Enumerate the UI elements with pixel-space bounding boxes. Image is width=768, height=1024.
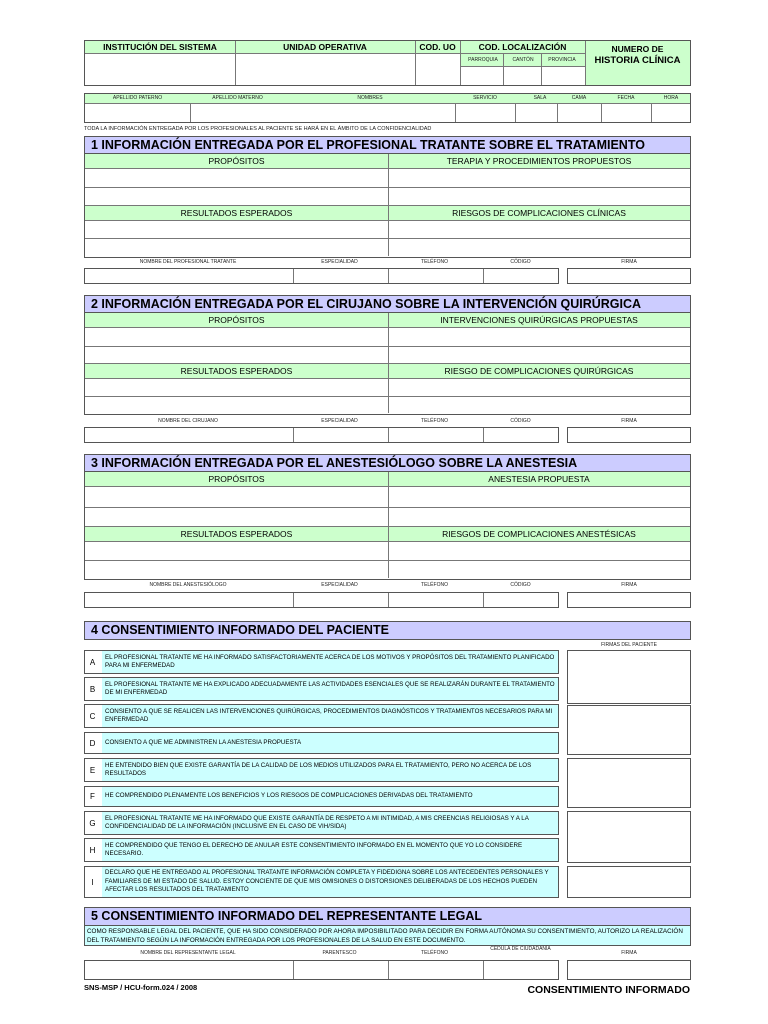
section2-body — [84, 313, 691, 415]
patient-signature-box-2[interactable] — [567, 705, 691, 755]
consent-item-h — [84, 838, 559, 862]
section1-terapia: TERAPIA Y PROCEDIMIENTOS PROPUESTOS — [388, 154, 690, 169]
patient-row — [84, 93, 691, 123]
section2-resultados: RESULTADOS ESPERADOS — [85, 363, 388, 379]
section1-resultados: RESULTADOS ESPERADOS — [85, 205, 388, 221]
label-servicio: SERVICIO — [473, 95, 497, 101]
label-apellido-paterno: APELLIDO PATERNO — [112, 95, 163, 101]
section1-body — [84, 154, 691, 258]
header-cod-localizacion: COD. LOCALIZACIÓN — [478, 42, 567, 52]
consent-letter-f: F — [85, 787, 101, 806]
section5-sig-firma-label: FIRMA — [621, 950, 637, 956]
section1-propositos: PROPÓSITOS — [85, 154, 388, 169]
header-institucion: INSTITUCIÓN DEL SISTEMA — [103, 42, 217, 52]
patient-signature-box-1[interactable] — [567, 650, 691, 704]
document-title: CONSENTIMIENTO INFORMADO — [527, 984, 690, 996]
consent-text-d: CONSIENTO A QUE ME ADMINISTREN LA ANESTESIA PROPUESTA — [102, 733, 558, 753]
consent-text-e: HE ENTENDIDO BIEN QUE EXISTE GARANTÍA DE LA CALIDAD DE LOS MEDIOS UTILIZADOS PARA EL TRATAMIENTO, PERO NO ACERCA DE LOS RESULTADOS — [102, 759, 558, 781]
section2-sig-firma-label: FIRMA — [621, 418, 637, 424]
consent-letter-i: I — [85, 867, 101, 897]
section5-title: 5 CONSENTIMIENTO INFORMADO DEL REPRESENTANTE LEGAL — [84, 907, 691, 926]
section2-intervenciones: INTERVENCIONES QUIRÚRGICAS PROPUESTAS — [388, 313, 690, 328]
section5-sig-fields[interactable] — [84, 960, 559, 980]
section1-sig-fields[interactable] — [84, 268, 559, 284]
section2-title: 2 INFORMACIÓN ENTREGADA POR EL CIRUJANO SOBRE LA INTERVENCIÓN QUIRÚRGICA — [84, 295, 691, 313]
section3-body — [84, 472, 691, 580]
form-code: SNS-MSP / HCU-form.024 / 2008 — [84, 983, 198, 992]
section2-sig-cod-label: CÓDIGO — [510, 418, 531, 424]
patient-signature-box-3[interactable] — [567, 758, 691, 808]
section3-sig-tel-label: TELÉFONO — [421, 582, 448, 588]
header-provincia: PROVINCIA — [548, 57, 576, 63]
consent-text-b: EL PROFESIONAL TRATANTE ME HA EXPLICADO ADECUADAMENTE LAS ACTIVIDADES ESENCIALES QUE SE REALIZARÁN DURANTE EL TRATAMIENTO DE MI ENFERMEDAD — [102, 678, 558, 700]
label-fecha: FECHA — [617, 95, 635, 101]
section2-sig-esp-label: ESPECIALIDAD — [321, 418, 358, 424]
header-block — [84, 40, 691, 86]
section3-firma-field[interactable] — [567, 592, 691, 608]
consent-letter-c: C — [85, 705, 101, 727]
section3-riesgos: RIESGOS DE COMPLICACIONES ANESTÉSICAS — [388, 526, 690, 542]
section3-anestesia: ANESTESIA PROPUESTA — [388, 472, 690, 487]
consent-letter-g: G — [85, 812, 101, 834]
section1-sig-esp-label: ESPECIALIDAD — [321, 259, 358, 265]
consent-item-g — [84, 811, 559, 835]
section5-firma-field[interactable] — [567, 960, 691, 980]
section2-propositos: PROPÓSITOS — [85, 313, 388, 328]
section1-sig-firma-label: FIRMA — [621, 259, 637, 265]
consent-item-b — [84, 677, 559, 701]
section5-sig-name-label: NOMBRE DEL REPRESENTANTE LEGAL — [140, 950, 236, 956]
consent-item-c — [84, 704, 559, 728]
patient-signature-box-5[interactable] — [567, 866, 691, 898]
section1-sig-cod-label: CÓDIGO — [510, 259, 531, 265]
header-numero-de: NUMERO DE — [611, 44, 664, 54]
section3-sig-firma-label: FIRMA — [621, 582, 637, 588]
section4-title: 4 CONSENTIMIENTO INFORMADO DEL PACIENTE — [84, 621, 691, 640]
section2-firma-field[interactable] — [567, 427, 691, 443]
label-cama: CAMA — [571, 95, 587, 101]
section5-text: COMO RESPONSABLE LEGAL DEL PACIENTE, QUE HA SIDO CONSIDERADO POR AHORA IMPOSIBILITADO PARA DECIDIR EN FORMA AUTÓNOMA SU CONSENTIMIENTO, AUTORIZO LA REALIZACIÓN DEL TRATAMIENTO SEGÚN LA INFORMACIÓN ENTREGADA POR LOS PROFESIONALES DE LA SALUD EN ESTE DOCUMENTO. — [84, 926, 691, 946]
section1-sig-tel-label: TELÉFONO — [421, 259, 448, 265]
label-nombres: NOMBRES — [357, 95, 383, 101]
section5-sig-parentesco-label: PARENTESCO — [322, 950, 357, 956]
section2-riesgo: RIESGO DE COMPLICACIONES QUIRÚRGICAS — [388, 363, 690, 379]
section5-sig-tel-label: TELÉFONO — [421, 950, 448, 956]
section1-riesgos: RIESGOS DE COMPLICACIONES CLÍNICAS — [388, 205, 690, 221]
section3-title: 3 INFORMACIÓN ENTREGADA POR EL ANESTESIÓLOGO SOBRE LA ANESTESIA — [84, 454, 691, 472]
confidentiality-note: TODA LA INFORMACIÓN ENTREGADA POR LOS PROFESIONALES AL PACIENTE SE HARÁ EN EL ÁMBITO DE LA CONFIDENCIALIDAD — [84, 126, 432, 132]
section1-title: 1 INFORMACIÓN ENTREGADA POR EL PROFESIONAL TRATANTE SOBRE EL TRATAMIENTO — [84, 136, 691, 154]
consent-letter-h: H — [85, 839, 101, 861]
consent-item-e — [84, 758, 559, 782]
consent-item-f — [84, 786, 559, 807]
section2-sig-tel-label: TELÉFONO — [421, 418, 448, 424]
section2-sig-fields[interactable] — [84, 427, 559, 443]
consent-text-f: HE COMPRENDIDO PLENAMENTE LOS BENEFICIOS Y LOS RIESGOS DE COMPLICACIONES DERIVADAS DEL TRATAMIENTO — [102, 787, 558, 806]
label-apellido-materno: APELLIDO MATERNO — [212, 95, 263, 101]
section3-resultados: RESULTADOS ESPERADOS — [85, 526, 388, 542]
section2-sig-name-label: NOMBRE DEL CIRUJANO — [158, 418, 218, 424]
header-historia-clinica: HISTORIA CLÍNICA — [594, 55, 681, 66]
consent-item-a — [84, 650, 559, 674]
patient-signature-box-4[interactable] — [567, 811, 691, 863]
header-unidad: UNIDAD OPERATIVA — [283, 42, 367, 52]
label-sala: SALA — [533, 95, 547, 101]
section3-propositos: PROPÓSITOS — [85, 472, 388, 487]
consent-text-c: CONSIENTO A QUE SE REALICEN LAS INTERVENCIONES QUIRÚRGICAS, PROCEDIMIENTOS DIAGNÓSTICOS Y TRATAMIENTOS NECESARIOS PARA MI ENFERMEDAD — [102, 705, 558, 727]
consent-text-a: EL PROFESIONAL TRATANTE ME HA INFORMADO SATISFACTORIAMENTE ACERCA DE LOS MOTIVOS Y PROPÓSITOS DEL TRATAMIENTO PLANIFICADO PARA MI ENFERMEDAD — [102, 651, 558, 673]
header-parroquia: PARROQUIA — [468, 57, 498, 63]
section4-firmas-label: FIRMAS DEL PACIENTE — [601, 642, 657, 648]
label-hora: HORA — [663, 95, 679, 101]
section3-sig-name-label: NOMBRE DEL ANESTESIÓLOGO — [149, 582, 227, 588]
section5-sig-cedula-label: CÉDULA DE CIUDADANÍA — [490, 946, 551, 952]
consent-text-g: EL PROFESIONAL TRATANTE ME HA INFORMADO QUE EXISTE GARANTÍA DE RESPETO A MI INTIMIDAD, A MIS CREENCIAS RELIGIOSAS Y A LA CONFIDENCIALIDAD DE LA INFORMACIÓN (INCLUSIVE EN EL CASO DE VIH/SIDA) — [102, 812, 558, 834]
section3-sig-fields[interactable] — [84, 592, 559, 608]
consent-letter-a: A — [85, 651, 101, 673]
section3-sig-esp-label: ESPECIALIDAD — [321, 582, 358, 588]
consent-letter-e: E — [85, 759, 101, 781]
section1-firma-field[interactable] — [567, 268, 691, 284]
consent-text-i: DECLARO QUE HE ENTREGADO AL PROFESIONAL TRATANTE INFORMACIÓN COMPLETA Y FIDEDIGNA SOBRE LOS ANTECEDENTES PERSONALES Y FAMILIARES DE MI ESTADO DE SALUD. ESTOY CONCIENTE DE QUE MIS OMISIONES O DISTORSIONES DELIBERADAS DE LOS HECHOS PUEDEN AFECTAR LOS RESULTADOS DEL TRATAMIENTO — [102, 867, 558, 897]
consent-item-d — [84, 732, 559, 754]
consent-item-i — [84, 866, 559, 898]
section1-sig-name-label: NOMBRE DEL PROFESIONAL TRATANTE — [139, 259, 237, 265]
consent-text-h: HE COMPRENDIDO QUE TENGO EL DERECHO DE ANULAR ESTE CONSENTIMIENTO INFORMADO EN EL MOMENTO QUE YO LO CONSIDERE NECESARIO. — [102, 839, 558, 861]
consent-letter-b: B — [85, 678, 101, 700]
header-canton: CANTÓN — [512, 57, 534, 63]
section3-sig-cod-label: CÓDIGO — [510, 582, 531, 588]
header-cod-uo: COD. UO — [419, 42, 456, 52]
consent-letter-d: D — [85, 733, 101, 753]
